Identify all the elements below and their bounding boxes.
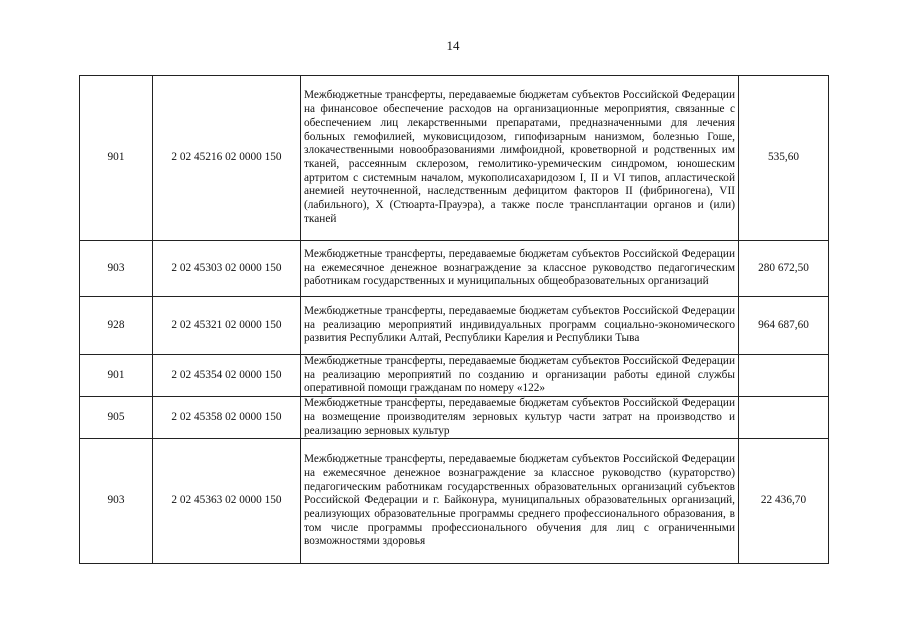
table-row	[80, 297, 829, 355]
amount-cell	[739, 397, 829, 439]
table-row	[80, 241, 829, 297]
amount-cell: 535,60	[739, 76, 829, 241]
admin-code-cell: 905	[80, 397, 153, 439]
amount-cell: 280 672,50	[739, 241, 829, 297]
description-cell: Межбюджетные трансферты, передаваемые бюджетам субъектов Российской Федерации на реализацию мероприятий индивидуальных программ социально-экономического развития Республики Алтай, Республики Карелия и Республики Тыва	[301, 297, 739, 355]
admin-code-cell: 903	[80, 241, 153, 297]
table-row	[80, 76, 829, 241]
budget-code-cell: 2 02 45216 02 0000 150	[153, 76, 301, 241]
budget-transfers-table	[79, 75, 829, 564]
budget-code-cell: 2 02 45321 02 0000 150	[153, 297, 301, 355]
description-cell: Межбюджетные трансферты, передаваемые бюджетам субъектов Российской Федерации на реализацию мероприятий по созданию и организации работы единой службы оперативной помощи гражданам по номеру «122»	[301, 355, 739, 397]
description-cell: Межбюджетные трансферты, передаваемые бюджетам субъектов Российской Федерации на ежемесячное денежное вознаграждение за классное руководство (кураторство) педагогическим работникам государственных образовательных организаций субъектов Российской Федерации и г. Байконура, муниципальных образовательных организаций, реализующих образовательные программы среднего профессионального образования, в том числе программы профессионального обучения для лиц с ограниченными возможностями здоровья	[301, 439, 739, 564]
amount-cell	[739, 355, 829, 397]
page-number: 14	[446, 38, 460, 53]
admin-code-cell: 928	[80, 297, 153, 355]
admin-code-cell: 901	[80, 355, 153, 397]
description-cell: Межбюджетные трансферты, передаваемые бюджетам субъектов Российской Федерации на финансовое обеспечение расходов на организационные мероприятия, связанные с обеспечением лиц лекарственными препаратами, предназначенными для лечения больных гемофилией, муковисцидозом, гипофизарным нанизмом, болезнью Гоше, злокачественными новообразованиями лимфоидной, кроветворной и родственных им тканей, рассеянным склерозом, гемолитико-уремическим синдромом, юношеским артритом с системным началом, мукополисахаридозом I, II и VI типов, апластической анемией неуточненной, наследственным дефицитом факторов II (фибриногена), VII (лабильного), X (Стюарта-Прауэра), а также после трансплантации органов и (или) тканей	[301, 76, 739, 241]
table-row	[80, 439, 829, 564]
amount-cell: 22 436,70	[739, 439, 829, 564]
amount-cell: 964 687,60	[739, 297, 829, 355]
budget-code-cell: 2 02 45363 02 0000 150	[153, 439, 301, 564]
admin-code-cell: 901	[80, 76, 153, 241]
budget-code-cell: 2 02 45358 02 0000 150	[153, 397, 301, 439]
budget-code-cell: 2 02 45303 02 0000 150	[153, 241, 301, 297]
budget-code-cell: 2 02 45354 02 0000 150	[153, 355, 301, 397]
table-row	[80, 397, 829, 439]
table-row	[80, 355, 829, 397]
admin-code-cell: 903	[80, 439, 153, 564]
description-cell: Межбюджетные трансферты, передаваемые бюджетам субъектов Российской Федерации на возмещение производителям зерновых культур части затрат на производство и реализацию зерновых культур	[301, 397, 739, 439]
description-cell: Межбюджетные трансферты, передаваемые бюджетам субъектов Российской Федерации на ежемесячное денежное вознаграждение за классное руководство педагогическим работникам государственных и муниципальных общеобразовательных организаций	[301, 241, 739, 297]
